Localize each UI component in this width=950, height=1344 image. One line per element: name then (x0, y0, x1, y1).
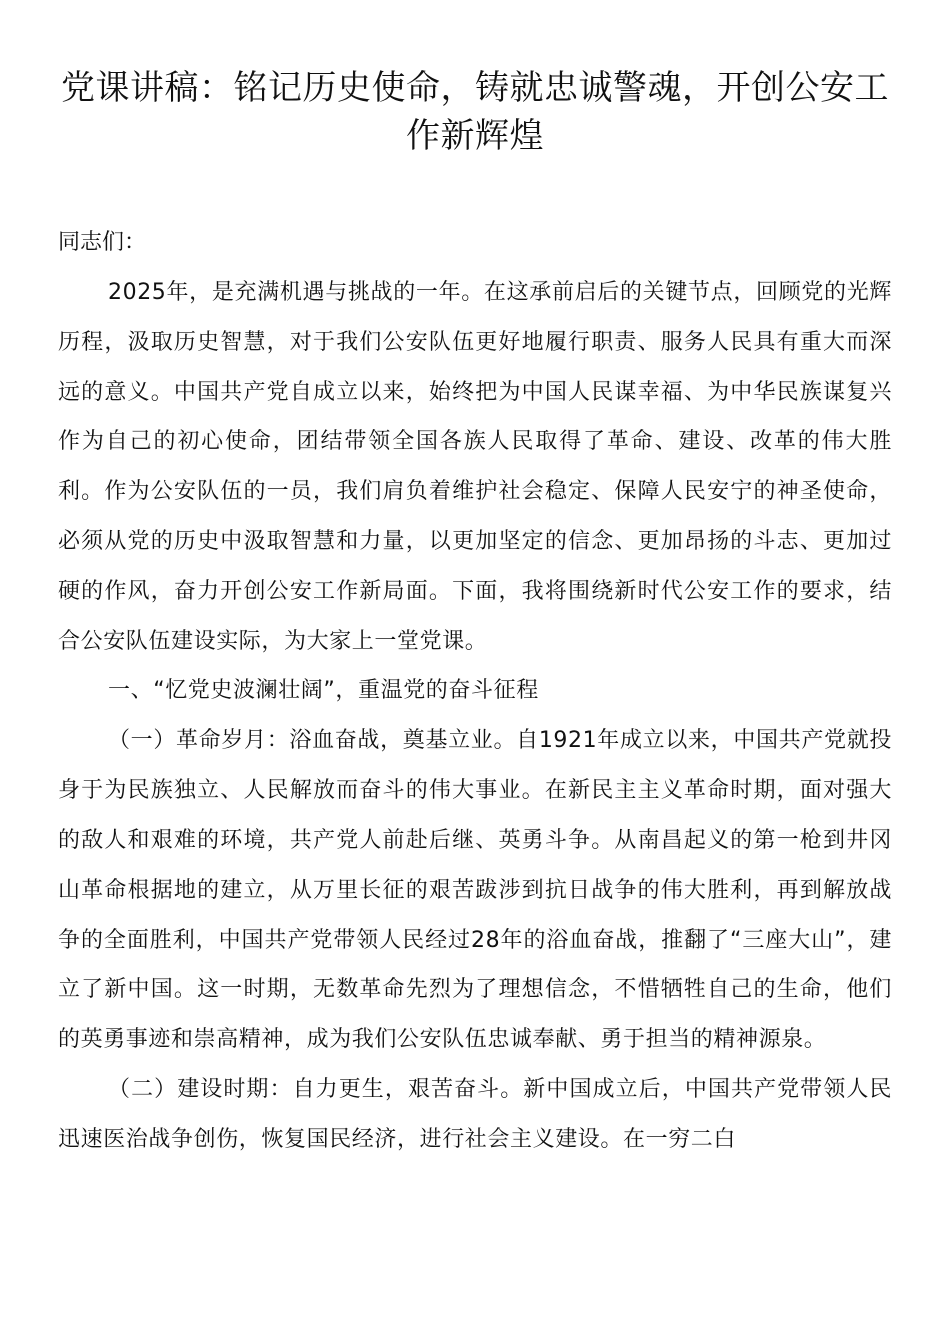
section-heading: 一、“忆党史波澜壮阔”，重温党的奋斗征程 (108, 678, 539, 704)
section-paragraph-2: （二）建设时期：自力更生，艰苦奋斗。新中国成立后，中国共产党带领人民迅速医治战争创伤，恢复国民经济，进行社会主义建设。在一穷二白 (58, 1076, 892, 1152)
section-paragraph-1: （一）革命岁月：浴血奋战，奠基立业。自1921年成立以来，中国共产党就投身于为民族独立、人民解放而奋斗的伟大事业。在新民主主义革命时期，面对强大的敌人和艰难的环境，共产党人前赴后继、英勇斗争。从南昌起义的第一枪到井冈山革命根据地的建立，从万里长征的艰苦跋涉到抗日战争的伟大胜利，再到解放战争的全面胜利，中国共产党带领人民经过28年的浴血奋战，推翻了“三座大山”，建立了新中国。这一时期，无数革命先烈为了理想信念，不惜牺牲自己的生命，他们的英勇事迹和崇高精神，成为我们公安队伍忠诚奉献、勇于担当的精神源泉。 (58, 728, 892, 1053)
salutation: 同志们： (58, 230, 147, 255)
document-body (58, 218, 892, 1165)
intro-paragraph: 2025年，是充满机遇与挑战的一年。在这承前启后的关键节点，回顾党的光辉历程，汲取历史智慧，对于我们公安队伍更好地履行职责、服务人民具有重大而深远的意义。中国共产党自成立以来，始终把为中国人民谋幸福、为中华民族谋复兴作为自己的初心使命，团结带领全国各族人民取得了革命、建设、改革的伟大胜利。作为公安队伍的一员，我们肩负着维护社会稳定、保障人民安宁的神圣使命，必须从党的历史中汲取智慧和力量，以更加坚定的信念、更加昂扬的斗志、更加过硬的作风，奋力开创公安工作新局面。下面，我将围绕新时代公安工作的要求，结合公安队伍建设实际，为大家上一堂党课。 (58, 280, 892, 654)
document-title: 党课讲稿：铭记历史使命，铸就忠诚警魂，开创公安工作新辉煌 (61, 68, 889, 156)
